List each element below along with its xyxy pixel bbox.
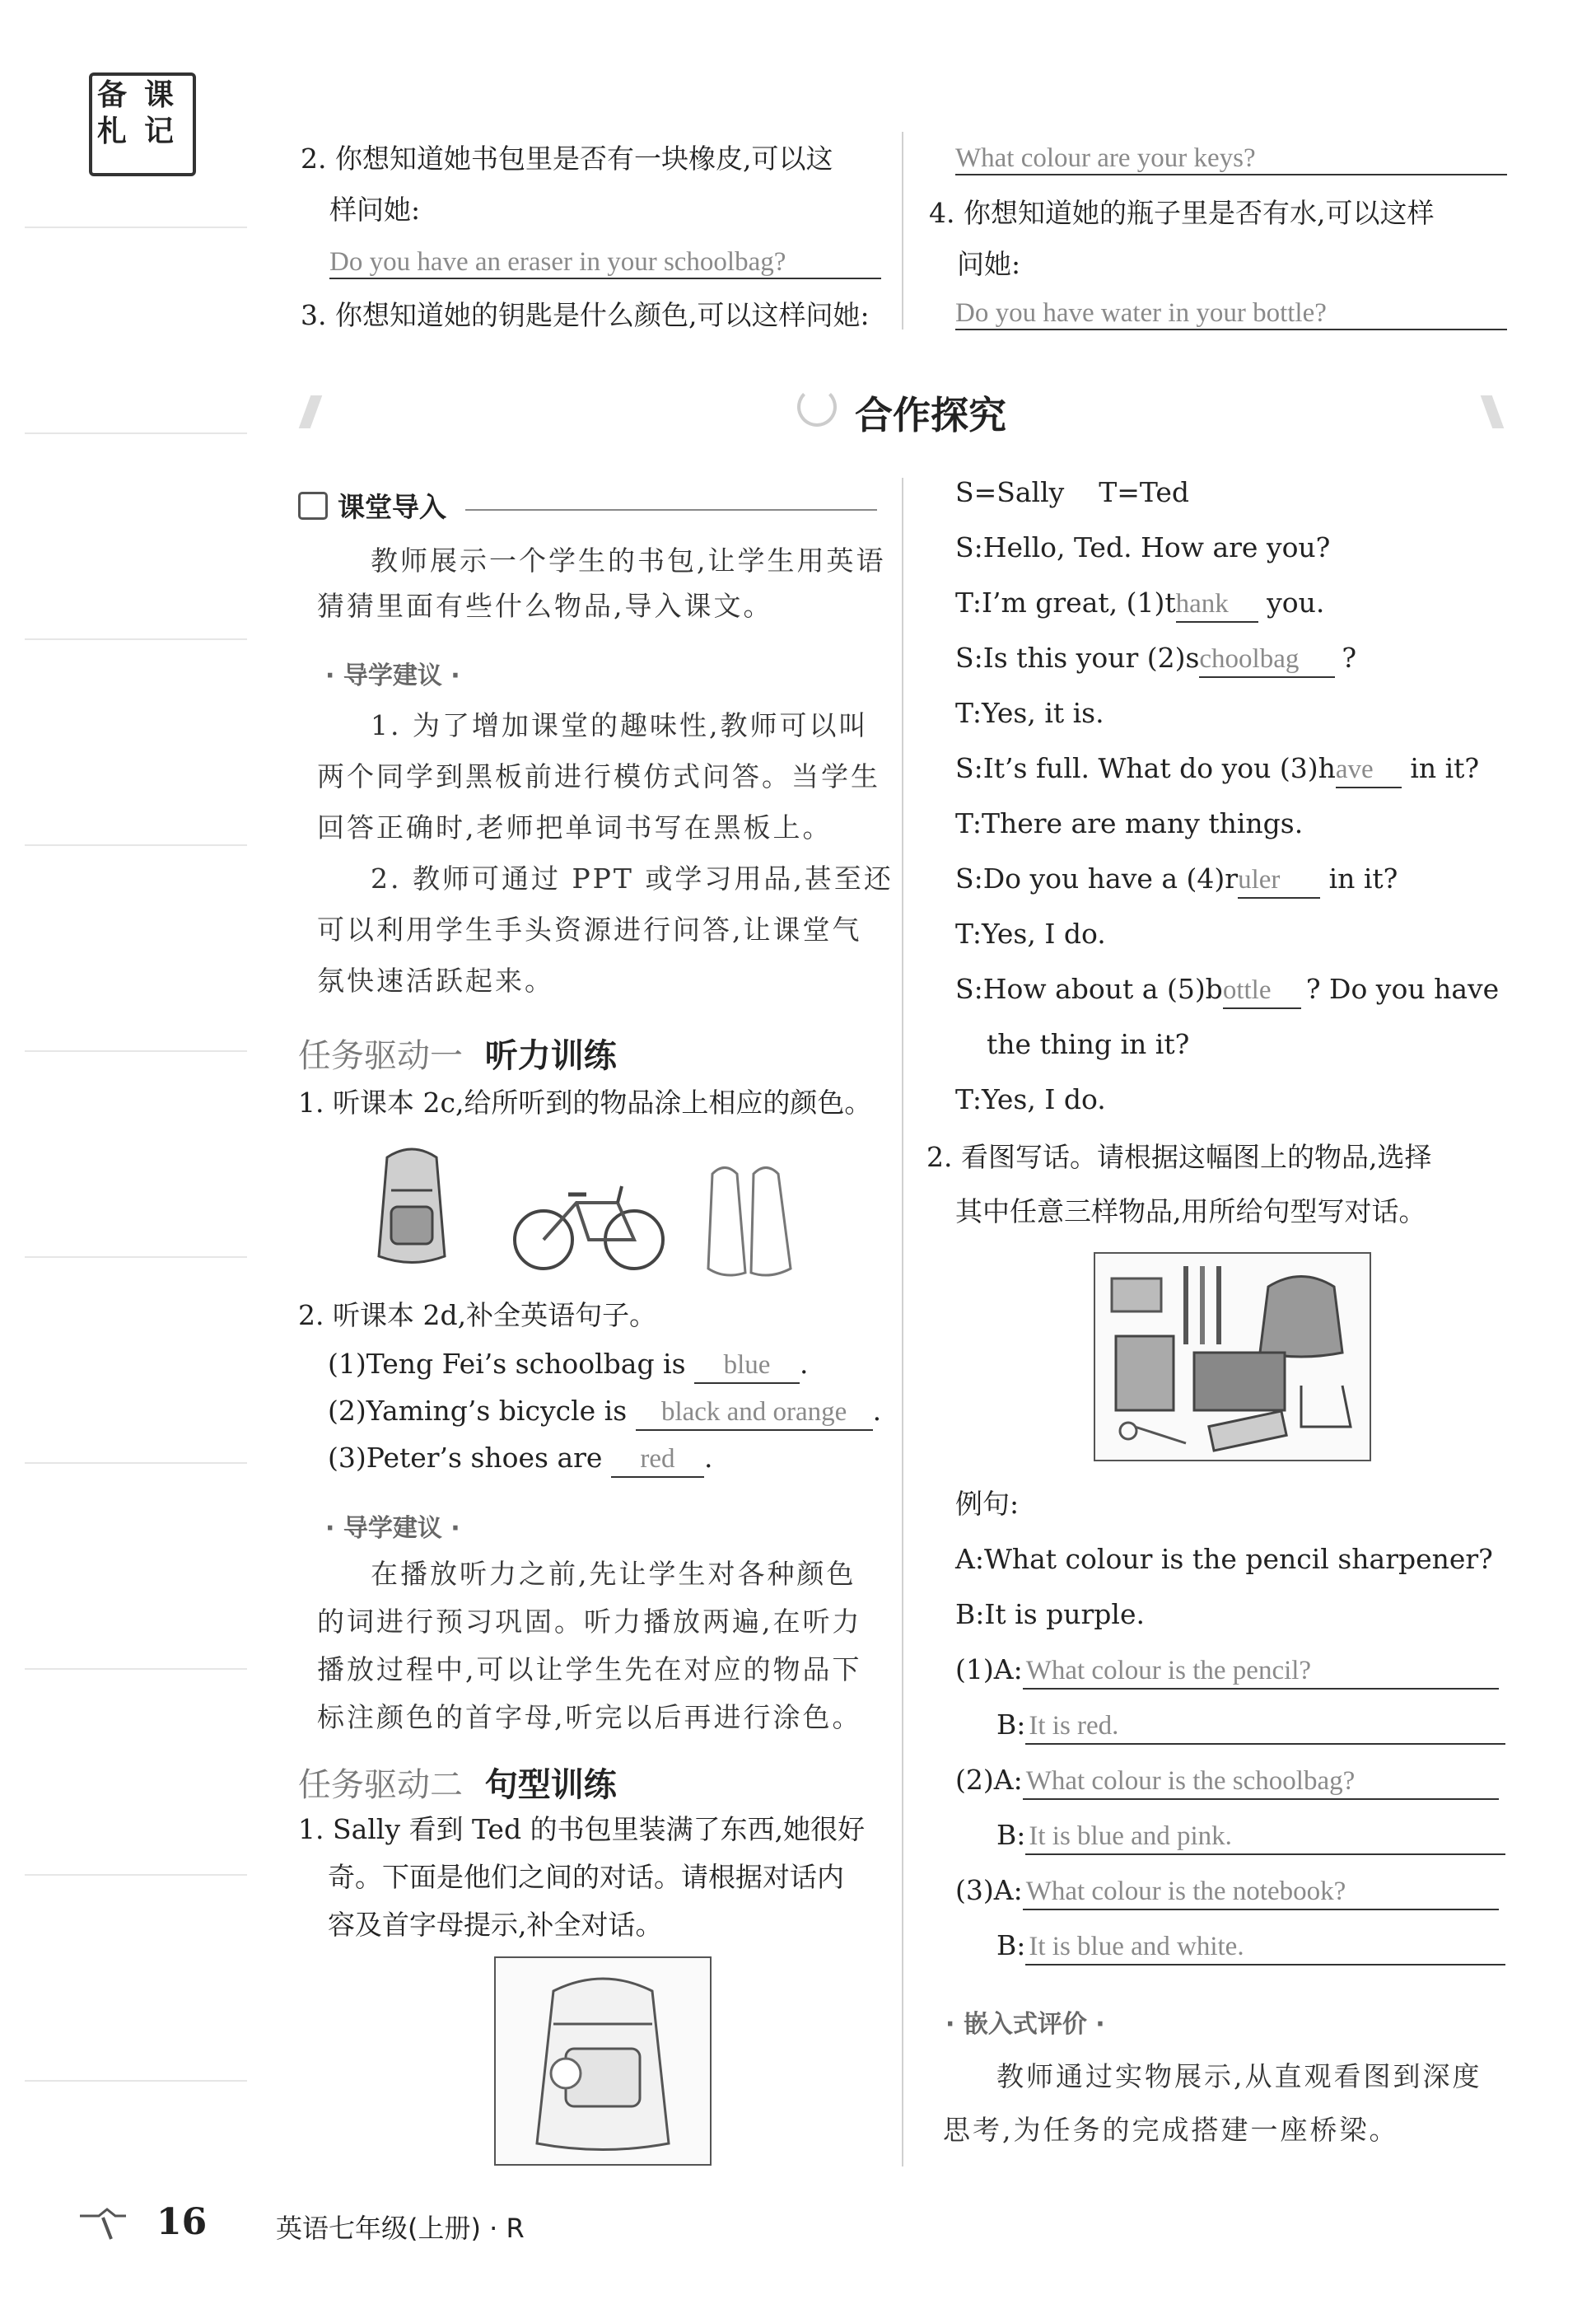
- task-2-question-1: 容及首字母提示,补全对话。: [328, 1909, 663, 1941]
- example-label: 例句:: [955, 1488, 1020, 1520]
- question-3-answer-line: [955, 143, 1507, 175]
- blank-answer: black and orange: [636, 1395, 873, 1431]
- shoes-picture: [700, 1157, 799, 1281]
- written-answer: It is blue and pink.: [1025, 1820, 1505, 1855]
- tip-line: 标注颜色的首字母,听完以后再进行涂色。: [317, 1701, 862, 1733]
- section-swirl-icon: [797, 387, 837, 427]
- intro-label: 课堂导入: [338, 491, 446, 523]
- answer-row-2b: [996, 1818, 1505, 1855]
- example-a: A:What colour is the pencil sharpener?: [955, 1543, 1493, 1575]
- blank-answer: red: [611, 1442, 704, 1478]
- tip-line: 2. 教师可通过 PPT 或学习用品,甚至还: [371, 862, 894, 895]
- sentence-prefix: (2)Yaming’s bicycle is: [328, 1395, 628, 1427]
- tip-line: 回答正确时,老师把单词书写在黑板上。: [317, 811, 833, 844]
- answer-row-3b: [996, 1928, 1505, 1965]
- task-2-heading: [298, 1759, 617, 1806]
- intro-paragraph: 猜猜里面有些什么物品,导入课文。: [317, 590, 773, 622]
- section-deco-left: [299, 395, 323, 428]
- written-answer: What colour is the schoolbag?: [1023, 1764, 1499, 1800]
- listening-sentence-2: [328, 1394, 881, 1431]
- tip-line: 1. 为了增加课堂的趣味性,教师可以叫: [371, 709, 869, 741]
- section-deco-right: [1481, 395, 1505, 428]
- dialog-text: ?: [1342, 642, 1357, 674]
- question-2-instruction: 其中任意三样物品,用所给句型写对话。: [955, 1195, 1426, 1227]
- section-title: 合作探究: [855, 393, 1006, 437]
- sentence-prefix: (1)Teng Fei’s schoolbag is: [328, 1348, 686, 1380]
- eval-line: 思考,为任务的完成搭建一座桥梁。: [943, 2114, 1399, 2146]
- blank-answer: ave: [1336, 753, 1402, 788]
- blank-answer: ottle: [1223, 974, 1301, 1009]
- dialog-text: S:Is this your (2)s: [955, 642, 1200, 674]
- question-2-text: 样问她:: [329, 194, 421, 226]
- stamp-char: 课: [144, 77, 175, 112]
- bicycle-picture: [511, 1174, 667, 1273]
- dialog-text: S:Do you have a (4)r: [955, 862, 1239, 895]
- blank-answer: hank: [1176, 587, 1258, 623]
- answer-row-3a: [955, 1873, 1499, 1910]
- question-4-answer: Do you have water in your bottle?: [955, 298, 1327, 328]
- dialog-line: [955, 862, 1398, 899]
- page-number: 16: [156, 2201, 208, 2243]
- listening-sentence-1: [328, 1347, 809, 1384]
- stamp-char: 札: [97, 113, 128, 148]
- dialog-text: S:It’s full. What do you (3)h: [955, 752, 1336, 784]
- answer-row-1b: [996, 1708, 1505, 1745]
- written-answer: It is red.: [1025, 1709, 1505, 1745]
- sentence-prefix: (3)Peter’s shoes are: [328, 1442, 603, 1474]
- tip-line: 可以利用学生手头资源进行问答,让课堂气: [317, 914, 862, 946]
- question-4-text: 问她:: [957, 248, 1021, 280]
- task-1-question-2: 2. 听课本 2d,补全英语句子。: [298, 1299, 657, 1331]
- answer-prefix: (2)A:: [955, 1764, 1023, 1796]
- stationery-picture: [1094, 1252, 1371, 1461]
- answer-prefix: (3)A:: [955, 1874, 1023, 1906]
- answer-row-2a: [955, 1763, 1499, 1800]
- schoolbag-picture: [362, 1141, 461, 1269]
- dialog-line: [955, 751, 1479, 788]
- column-divider: [902, 478, 903, 2166]
- footer-deco-icon: [78, 2208, 128, 2241]
- question-2-answer: Do you have an eraser in your schoolbag?: [329, 247, 786, 277]
- task-1-question-1: 1. 听课本 2c,给所听到的物品涂上相应的颜色。: [298, 1087, 872, 1119]
- tip-label: · 导学建议 ·: [325, 661, 460, 690]
- dialog-text: T:I’m great, (1)t: [955, 587, 1176, 619]
- dialog-text: you.: [1258, 587, 1325, 619]
- answer-prefix: B:: [996, 1708, 1026, 1741]
- dialog-line: [955, 972, 1499, 1009]
- dialog-text: in it?: [1401, 752, 1480, 784]
- blank-answer: blue: [694, 1348, 800, 1384]
- stamp-char: 记: [144, 113, 175, 148]
- eval-label: · 嵌入式评价 ·: [945, 2010, 1105, 2039]
- task-1-number: 任务驱动一: [298, 1037, 463, 1075]
- example-b: B:It is purple.: [955, 1598, 1145, 1630]
- sentence-end: .: [703, 1442, 713, 1474]
- written-answer: What colour is the pencil?: [1023, 1654, 1499, 1690]
- dialog-text: ? Do you have: [1305, 973, 1500, 1005]
- dialog-line: T:There are many things.: [955, 807, 1304, 839]
- question-3-text: 3. 你想知道她的钥匙是什么颜色,可以这样问她:: [301, 299, 870, 331]
- sentence-end: .: [800, 1348, 809, 1380]
- dialog-line: T:Yes, I do.: [955, 1083, 1106, 1115]
- task-2-name: 句型训练: [484, 1766, 617, 1804]
- question-2-text: 2. 你想知道她书包里是否有一块橡皮,可以这: [301, 143, 833, 175]
- answer-prefix: (1)A:: [955, 1653, 1023, 1685]
- dialog-line: [955, 586, 1324, 623]
- answer-prefix: B:: [996, 1929, 1026, 1961]
- task-2-question-1: 奇。下面是他们之间的对话。请根据对话内: [328, 1861, 844, 1893]
- tip-line: 在播放听力之前,先让学生对各种颜色: [371, 1558, 856, 1590]
- question-4-text: 4. 你想知道她的瓶子里是否有水,可以这样: [929, 197, 1435, 229]
- intro-icon: [298, 492, 328, 520]
- backpack-picture: [494, 1956, 712, 2166]
- tip-line: 氛快速活跃起来。: [317, 965, 554, 997]
- intro-header: [298, 486, 446, 525]
- task-1-heading: [298, 1030, 617, 1077]
- task-2-question-1: 1. Sally 看到 Ted 的书包里装满了东西,她很好: [298, 1813, 866, 1845]
- answer-prefix: B:: [996, 1819, 1026, 1851]
- task-2-number: 任务驱动二: [298, 1766, 463, 1804]
- listening-sentence-3: [328, 1441, 712, 1478]
- dialog-text: in it?: [1320, 862, 1398, 895]
- tip-line: 两个同学到黑板前进行模仿式问答。当学生: [317, 760, 880, 792]
- dialog-line: T:Yes, I do.: [955, 918, 1106, 950]
- blank-answer: uler: [1238, 863, 1320, 899]
- column-divider: [902, 132, 903, 330]
- question-2-instruction: 2. 看图写话。请根据这幅图上的物品,选择: [926, 1141, 1432, 1173]
- dialog-line: the thing in it?: [987, 1028, 1190, 1060]
- dialog-text: S:How about a (5)b: [955, 973, 1223, 1005]
- question-4-answer-line: [955, 298, 1507, 330]
- notes-stamp: [89, 72, 196, 176]
- intro-rule: [465, 509, 877, 511]
- sentence-end: .: [872, 1395, 882, 1427]
- eval-line: 教师通过实物展示,从直观看图到深度: [996, 2060, 1482, 2092]
- written-answer: What colour is the notebook?: [1023, 1875, 1499, 1910]
- question-3-answer: What colour are your keys?: [955, 143, 1256, 173]
- tip-label: · 导学建议 ·: [325, 1514, 460, 1543]
- book-title: 英语七年级(上册) · R: [276, 2213, 525, 2244]
- written-answer: It is blue and white.: [1025, 1930, 1505, 1965]
- dialog-line: T:Yes, it is.: [955, 697, 1104, 729]
- tip-line: 播放过程中,可以让学生先在对应的物品下: [317, 1653, 862, 1685]
- intro-paragraph: 教师展示一个学生的书包,让学生用英语: [371, 545, 886, 577]
- answer-row-1a: [955, 1652, 1499, 1690]
- blank-answer: choolbag: [1199, 643, 1335, 678]
- dialog-line: [955, 641, 1356, 678]
- stamp-char: 备: [97, 77, 128, 112]
- task-1-name: 听力训练: [484, 1037, 617, 1075]
- dialog-line: S:Hello, Ted. How are you?: [955, 531, 1331, 563]
- question-2-answer-line: [329, 247, 881, 279]
- tip-line: 的词进行预习巩固。听力播放两遍,在听力: [317, 1606, 862, 1638]
- dialog-speakers: S=Sally T=Ted: [955, 476, 1190, 508]
